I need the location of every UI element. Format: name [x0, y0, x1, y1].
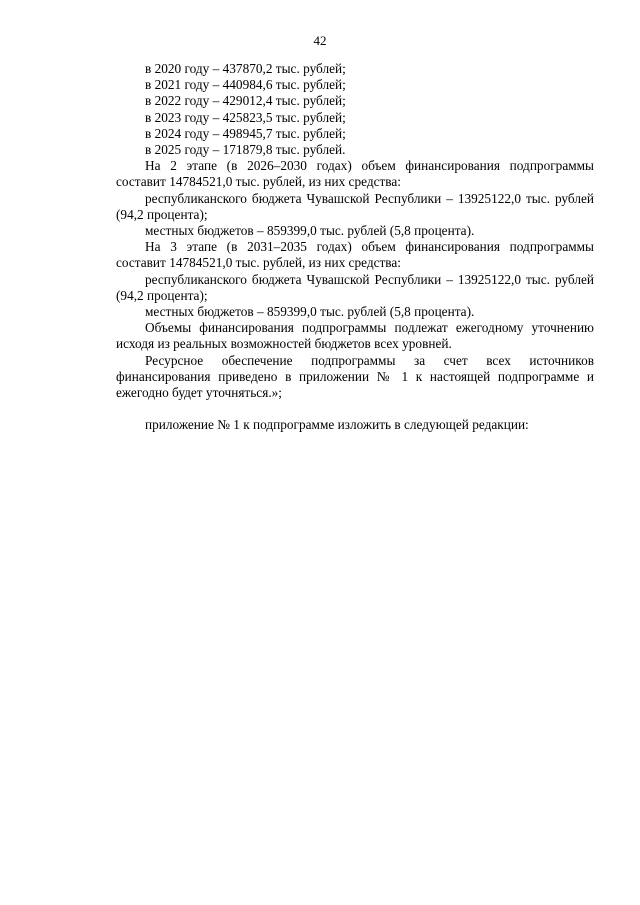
year-line-2021: в 2021 году – 440984,6 тыс. рублей;	[145, 77, 346, 93]
stage2-local-budget-paragraph: местных бюджетов – 859399,0 тыс. рублей (5,8 процента).	[145, 223, 475, 239]
stage2-republic-budget-paragraph: республиканского бюджета Чувашской Республики – 13925122,0 тыс. рублей (94,2 процента);	[116, 190, 594, 222]
year-line-2024: в 2024 году – 498945,7 тыс. рублей;	[145, 125, 346, 141]
annual-update-paragraph: Объемы финансирования подпрограммы подлежат ежегодному уточнению исходя из реальных возможностей бюджетов всех уровней.	[116, 320, 594, 352]
year-line-2020: в 2020 году – 437870,2 тыс. рублей;	[145, 61, 346, 76]
document-body	[116, 61, 594, 433]
paragraph-gap	[116, 401, 594, 417]
stage3-intro-paragraph: На 3 этапе (в 2031–2035 годах) объем финансирования подпрограммы составит 14784521,0 тыс. рублей, из них средства:	[116, 239, 594, 271]
resource-support-paragraph: Ресурсное обеспечение подпрограммы за счет всех источников финансирования приведено в приложении № 1 к настоящей подпрограмме и ежегодно будет уточняться.»;	[116, 352, 594, 401]
appendix-instruction-paragraph: приложение № 1 к подпрограмме изложить в следующей редакции:	[145, 417, 529, 433]
year-line-2025: в 2025 году – 171879,8 тыс. рублей.	[145, 142, 346, 158]
year-line-2023: в 2023 году – 425823,5 тыс. рублей;	[145, 109, 346, 125]
stage2-intro-paragraph: На 2 этапе (в 2026–2030 годах) объем финансирования подпрограммы составит 14784521,0 тыс. рублей, из них средства:	[116, 158, 594, 190]
stage3-local-budget-paragraph: местных бюджетов – 859399,0 тыс. рублей (5,8 процента).	[145, 304, 475, 320]
year-line-2022: в 2022 году – 429012,4 тыс. рублей;	[145, 93, 346, 109]
page-number: 42	[313, 33, 327, 48]
stage3-republic-budget-paragraph: республиканского бюджета Чувашской Республики – 13925122,0 тыс. рублей (94,2 процента);	[116, 271, 594, 303]
